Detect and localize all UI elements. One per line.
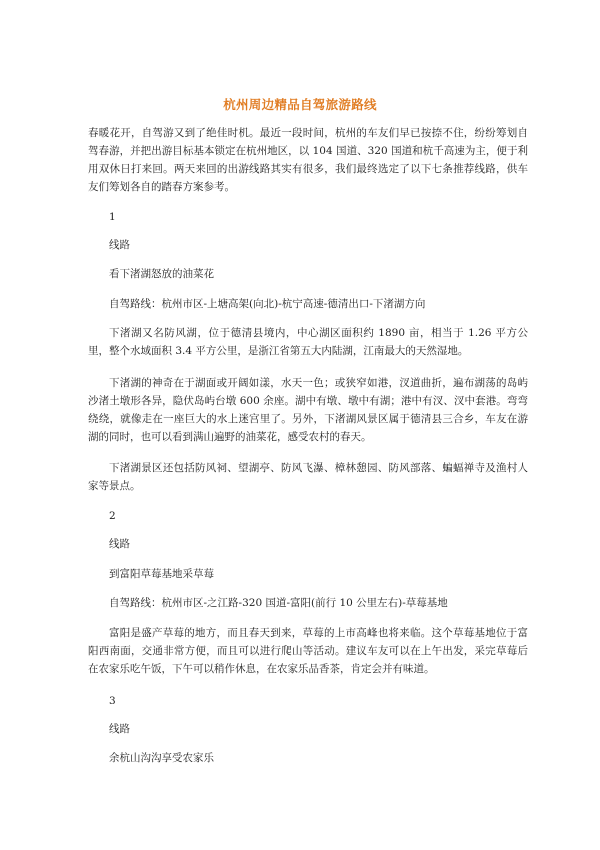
route-1-label: 线路 [109, 239, 130, 251]
route-2-label: 线路 [109, 538, 130, 550]
route-2-number: 2 [109, 510, 116, 522]
route-1-paragraph-3: 下渚湖景区还包括防风祠、望湖亭、防风飞瀑、樟林憩园、防风部落、蝙蝠禅寺及渔村人家等景点。 [88, 462, 528, 492]
route-1-name: 看下渚湖怒放的油菜花 [109, 268, 214, 280]
route-1-path: 自驾路线：杭州市区-上塘高架(向北)-杭宁高速-德清出口-下渚湖方向 [109, 298, 426, 310]
route-3-name: 余杭山沟沟享受农家乐 [109, 752, 214, 764]
route-3-number: 3 [109, 695, 116, 707]
intro-paragraph: 春暖花开，自驾游又到了绝佳时机。最近一段时间，杭州的车友们早已按捺不住，纷纷筹划自驾春游，并把出游目标基本锁定在杭州地区，以 104 国道、320 国道和杭千高速为主，便于利用双休日打来回。两天来回的出游线路其实有很多，我们最终选定了以下七条推荐线路，供车友们筹划各自的踏春方案参考。 [88, 127, 528, 193]
route-2-path: 自驾路线：杭州市区-之江路-320 国道-富阳(前行 10 公里左右)-草莓基地 [109, 597, 448, 609]
route-2-name: 到富阳草莓基地采草莓 [109, 568, 214, 580]
route-2-paragraph-1: 富阳是盛产草莓的地方，而且春天到来，草莓的上市高峰也将来临。这个草莓基地位于富阳西南面，交通非常方便，而且可以进行爬山等活动。建议车友可以在上午出发，采完草莓后在农家乐吃午饭，下午可以稍作休息，在农家乐品香茶，肯定会并有味道。 [88, 627, 528, 675]
route-1-paragraph-1: 下渚湖又名防风湖，位于德清县境内，中心湖区面积约 1890 亩，相当于 1.26 平方公里，整个水域面积 3.4 平方公里，是浙江省第五大内陆湖，江南最大的天然湿地。 [88, 327, 528, 357]
document-title: 杭州周边精品自驾旅游路线 [223, 97, 377, 112]
route-3-label: 线路 [109, 723, 130, 735]
route-1-number: 1 [109, 211, 116, 223]
route-1-paragraph-2: 下渚湖的神奇在于湖面或开阔如漾，水天一色；或狭窄如港，汊道曲折，遍布湖荡的岛屿沙渚土墩形各异，隐伏岛屿台墩 600 余座。湖中有墩、墩中有湖；港中有汊、汊中套港。弯弯绕绕，就像走在一座巨大的水上迷宫里了。另外，下渚湖风景区属于德清县三合乡，车友在游湖的同时，也可以看到满山遍野的油菜花，感受农村的春天。 [88, 377, 528, 443]
